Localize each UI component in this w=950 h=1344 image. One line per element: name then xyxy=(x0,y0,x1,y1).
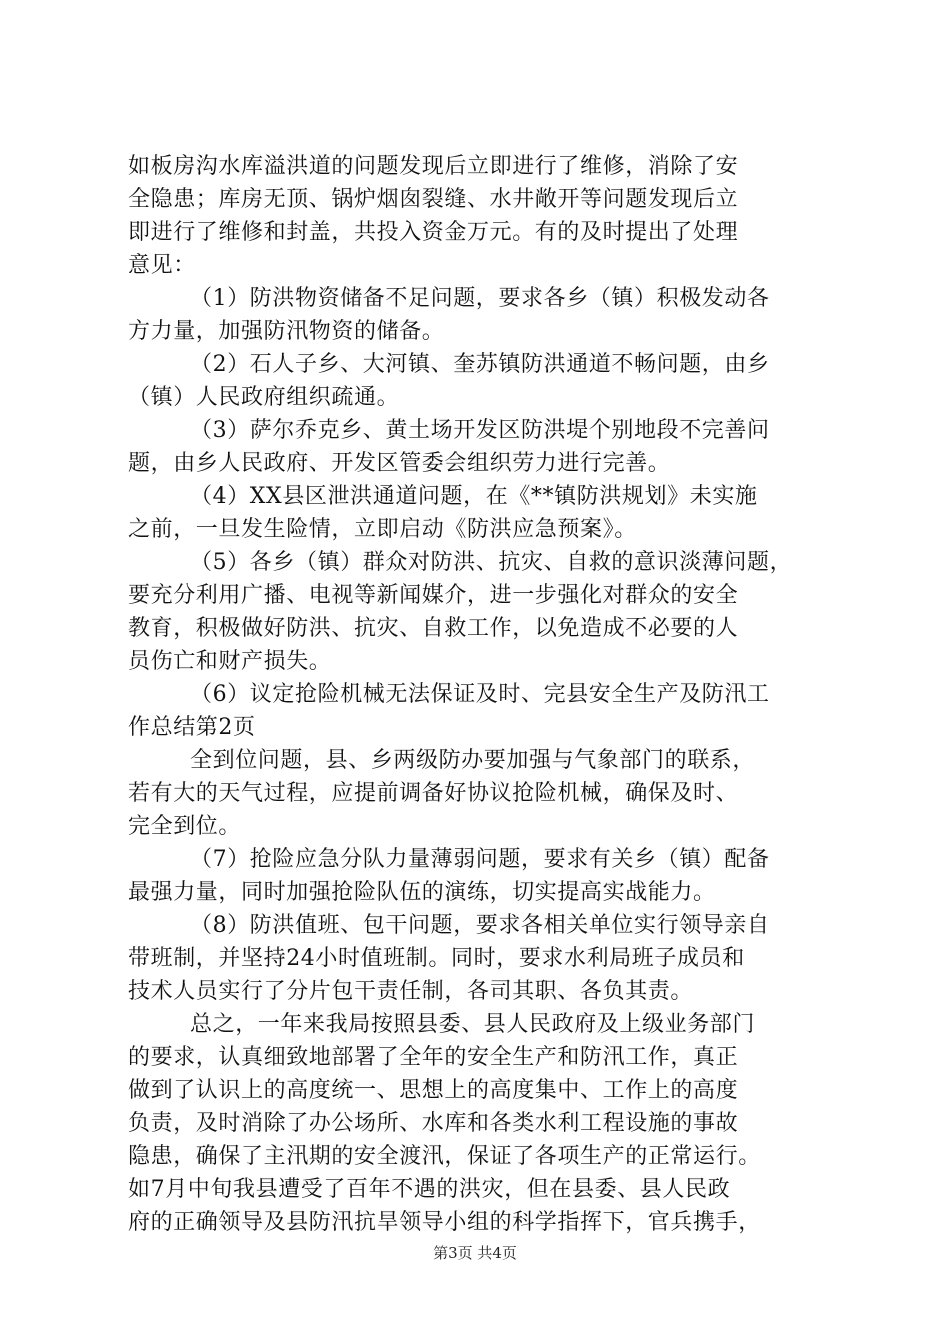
text-line: （1）防洪物资储备不足问题，要求各乡（镇）积极发动各 xyxy=(190,286,770,311)
text-line: 府的正确领导及县防汛抗旱领导小组的科学指挥下，官兵携手， xyxy=(128,1210,761,1235)
text-line: 作总结第2页 xyxy=(128,715,256,740)
text-line: 如7月中旬我县遭受了百年不遇的洪灾，但在县委、县人民政 xyxy=(128,1177,731,1202)
text-line: 带班制，并坚持24小时值班制。同时，要求水利局班子成员和 xyxy=(128,946,745,971)
text-line: 技术人员实行了分片包干责任制，各司其职、各负其责。 xyxy=(128,979,694,1004)
text-line: 的要求，认真细致地部署了全年的安全生产和防汛工作，真正 xyxy=(128,1045,739,1070)
text-line: 最强力量，同时加强抢险队伍的演练，切实提高实战能力。 xyxy=(128,880,716,905)
text-line: 隐患，确保了主汛期的安全渡汛，保证了各项生产的正常运行。 xyxy=(128,1144,761,1169)
text-line: （5）各乡（镇）群众对防洪、抗灾、自救的意识淡薄问题， xyxy=(190,550,793,575)
text-line: （7）抢险应急分队力量薄弱问题，要求有关乡（镇）配备 xyxy=(190,847,770,872)
text-line: 方力量，加强防汛物资的储备。 xyxy=(128,319,445,344)
text-line: 全隐患；库房无顶、锅炉烟囱裂缝、水井敞开等问题发现后立 xyxy=(128,187,739,212)
text-line: 若有大的天气过程，应提前调备好协议抢险机械，确保及时、 xyxy=(128,781,739,806)
text-line: 总之，一年来我局按照县委、县人民政府及上级业务部门 xyxy=(190,1012,756,1037)
text-line: （6）议定抢险机械无法保证及时、完县安全生产及防汛工 xyxy=(190,682,770,707)
text-line: （8）防洪值班、包干问题，要求各相关单位实行领导亲自 xyxy=(190,913,770,938)
page-footer: 第3页 共4页 xyxy=(433,1244,517,1262)
text-line: （3）萨尔乔克乡、黄土场开发区防洪堤个别地段不完善问 xyxy=(190,418,770,443)
text-line: 意见： xyxy=(128,253,196,278)
text-line: 即进行了维修和封盖，共投入资金万元。有的及时提出了处理 xyxy=(128,220,739,245)
text-line: （镇）人民政府组织疏通。 xyxy=(128,385,400,410)
text-line: 如板房沟水库溢洪道的问题发现后立即进行了维修，消除了安 xyxy=(128,154,739,179)
document-body xyxy=(128,150,828,1239)
text-line: （2）石人子乡、大河镇、奎苏镇防洪通道不畅问题，由乡 xyxy=(190,352,770,377)
text-line: （4）XX县区泄洪通道问题，在《**镇防洪规划》未实施 xyxy=(190,484,758,509)
text-line: 教育，积极做好防洪、抗灾、自救工作，以免造成不必要的人 xyxy=(128,616,739,641)
text-line: 要充分利用广播、电视等新闻媒介，进一步强化对群众的安全 xyxy=(128,583,739,608)
text-line: 做到了认识上的高度统一、思想上的高度集中、工作上的高度 xyxy=(128,1078,739,1103)
text-line: 负责，及时消除了办公场所、水库和各类水利工程设施的事故 xyxy=(128,1111,739,1136)
text-line: 全到位问题，县、乡两级防办要加强与气象部门的联系， xyxy=(190,748,756,773)
text-line: 题，由乡人民政府、开发区管委会组织劳力进行完善。 xyxy=(128,451,671,476)
text-line: 之前，一旦发生险情，立即启动《防洪应急预案》。 xyxy=(128,517,637,542)
text-line: 完全到位。 xyxy=(128,814,242,839)
text-line: 员伤亡和财产损失。 xyxy=(128,649,332,674)
